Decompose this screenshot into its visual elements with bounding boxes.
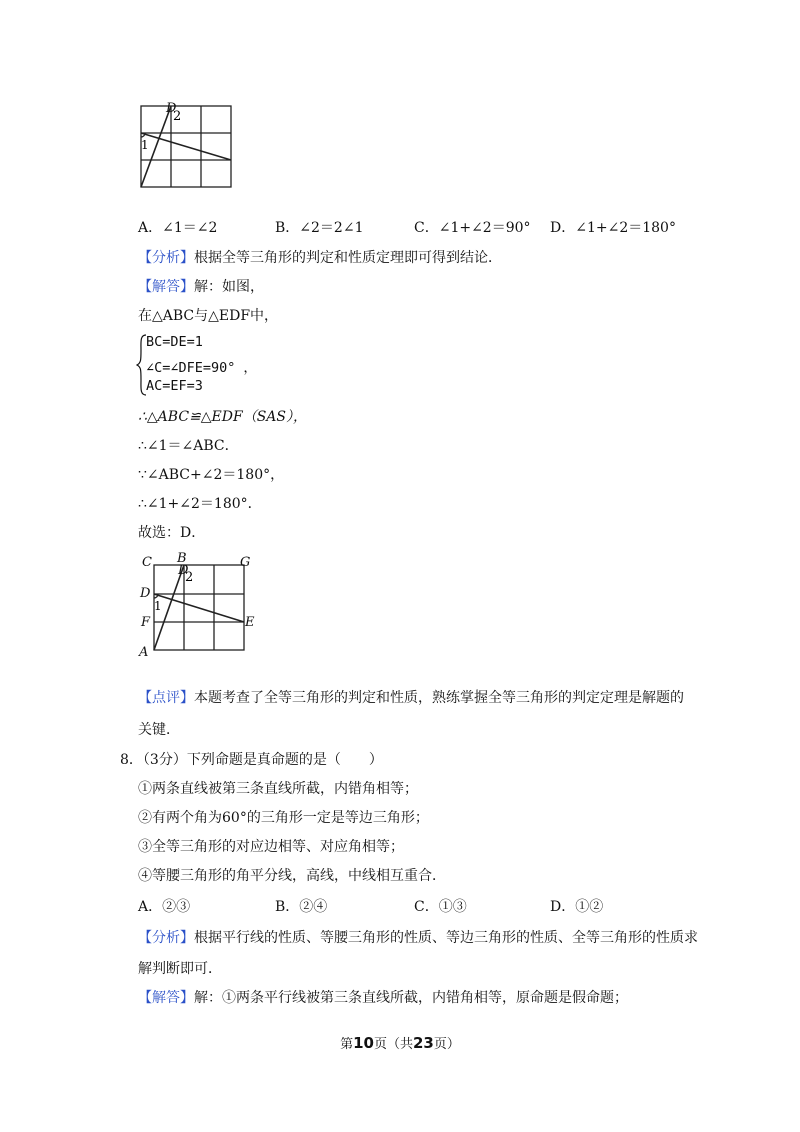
q7-comment-text-1: 本题考查了全等三角形的判定和性质，熟练掌握全等三角形的判定定理是解题的: [194, 690, 684, 706]
q7-option-a: A．∠1＝∠2: [138, 220, 218, 236]
q7-analysis: [138, 248, 502, 268]
q7-step-3: ∵∠ABC+∠2＝180°，: [138, 467, 285, 483]
q7-step-2: ∴∠1＝∠ABC．: [138, 438, 239, 454]
q8-option-a: A．②③: [138, 899, 191, 915]
system-line-2-text: ∠C=∠DFE=90°: [146, 360, 236, 376]
figure-1-label-d: D: [166, 101, 177, 116]
q7-option-c: C．∠1+∠2＝90°: [414, 220, 531, 236]
figure-2-label-b: B: [177, 551, 187, 566]
q8-analysis-line-2: 解判断即可．: [138, 961, 222, 977]
q8-item-1: ①两条直线被第三条直线所截，内错角相等；: [138, 781, 418, 797]
footer-prefix: 第: [340, 1037, 354, 1052]
q7-comment-tag: 【点评】: [138, 690, 194, 706]
system-line-1: BC=DE=1: [146, 334, 203, 350]
q8-answer: [138, 988, 628, 1008]
q7-choice: 故选：D．: [138, 525, 206, 541]
q7-step-4: ∴∠1+∠2＝180°．: [138, 496, 262, 512]
footer-mid: 页（共: [373, 1037, 413, 1052]
figure-2-label-a: A: [139, 645, 149, 660]
q8-analysis-tag: 【分析】: [138, 930, 194, 946]
figure-2-grid: [136, 550, 266, 660]
q7-analysis-text: 根据全等三角形的判定和性质定理即可得到结论．: [194, 250, 502, 266]
q8-answer-tag: 【解答】: [138, 990, 194, 1006]
system-line-2-tail: ，: [243, 360, 257, 376]
q8-item-2: ②有两个角为60°的三角形一定是等边三角形；: [138, 810, 429, 826]
figure-1-label-1: 1: [141, 138, 149, 152]
figure-2-label-2: 2: [185, 570, 194, 585]
figure-2-label-g: G: [240, 555, 251, 570]
q8-item-3: ③全等三角形的对应边相等、对应角相等；: [138, 839, 404, 855]
q8-option-c: C．①③: [414, 899, 467, 915]
page-footer: [0, 1033, 800, 1052]
q7-answer-intro: 解：如图，: [194, 279, 264, 295]
q7-option-d: D．∠1+∠2＝180°: [550, 220, 676, 236]
figure-2-label-c: C: [142, 555, 152, 570]
q8-option-b: B．②④: [275, 899, 328, 915]
q7-step-1: ∴△ABC≌△EDF（SAS），: [138, 409, 307, 425]
figure-1-grid: [135, 100, 235, 192]
figure-2-label-d-top: D: [178, 563, 189, 578]
figure-1-label-2: 2: [173, 109, 182, 124]
q7-comment-line-2: 关键．: [138, 722, 180, 738]
q7-option-b: B．∠2＝2∠1: [275, 220, 364, 236]
q7-line-in: 在△ABC与△EDF中，: [138, 308, 279, 324]
q7-analysis-tag: 【分析】: [138, 250, 194, 266]
q7-answer: [138, 277, 264, 297]
footer-page-number: 10: [353, 1034, 374, 1052]
system-line-2: [146, 356, 257, 376]
q7-comment-line-1: [138, 688, 684, 708]
figure-2-label-e: E: [245, 615, 255, 630]
q7-answer-tag: 【解答】: [138, 279, 194, 295]
q8-analysis-text-1: 根据平行线的性质、等腰三角形的性质、等边三角形的性质、全等三角形的性质求: [194, 930, 698, 946]
figure-2-label-1: 1: [154, 599, 162, 613]
q8-item-4: ④等腰三角形的角平分线，高线，中线相互重合．: [138, 868, 446, 884]
figure-2-label-f: F: [141, 615, 151, 630]
q8-analysis-line-1: [138, 928, 698, 948]
q8-answer-text: 解：①两条平行线被第三条直线所截，内错角相等，原命题是假命题；: [194, 990, 628, 1006]
footer-suffix: 页）: [433, 1037, 460, 1052]
figure-2-label-d: D: [140, 586, 151, 601]
q8-option-d: D．①②: [550, 899, 604, 915]
system-line-3: AC=EF=3: [146, 378, 203, 394]
q8-stem: 8．（3分）下列命题是真命题的是（ ）: [120, 752, 383, 768]
footer-total-pages: 23: [413, 1034, 434, 1052]
